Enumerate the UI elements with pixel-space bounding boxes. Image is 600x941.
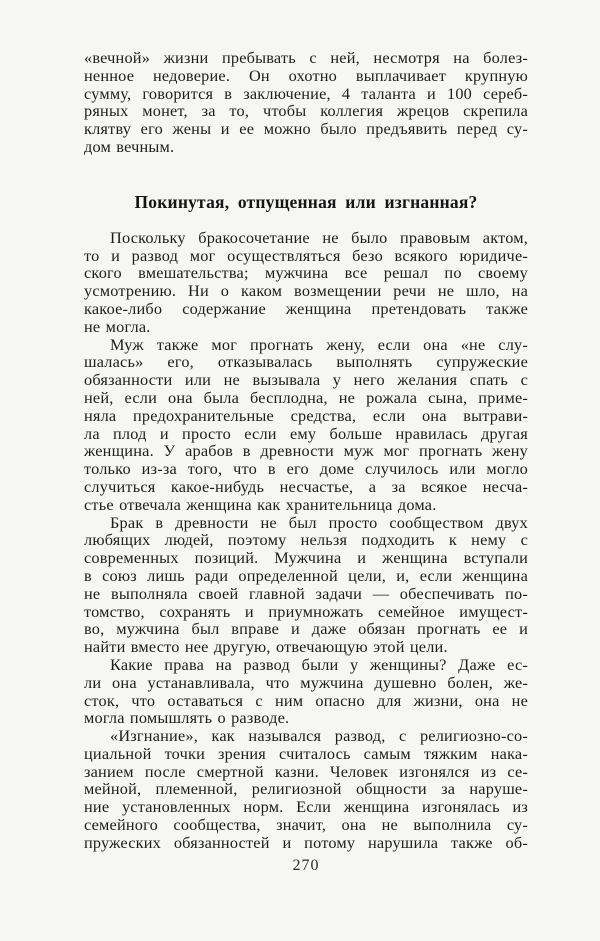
text-line: ненное недоверие. Он охотно выплачивает крупную	[84, 65, 528, 85]
text-line: ряных монет, за то, чтобы коллегия жрецов скрепила	[84, 101, 528, 121]
text-line: няла предохранительные средства, если она вытрави-	[84, 405, 528, 425]
text-line: не могла.	[84, 316, 151, 336]
page-number: 270	[292, 857, 320, 874]
text-line: то и развод мог осуществляться безо всякого юридиче-	[84, 245, 528, 265]
text-line: найти вместо нее другую, отвечающую этой цели.	[84, 637, 448, 657]
text-line: какое-либо содержание женщина претендовать также	[84, 298, 528, 318]
paragraph	[84, 229, 528, 336]
text-line: дом вечным.	[84, 136, 175, 156]
text-line: семейного сообщества, значит, она не выполнила су-	[84, 815, 528, 835]
text-line: сток, что оставаться с ним опасно для жизни, она не	[84, 690, 528, 710]
paragraph	[84, 49, 528, 156]
paragraph	[84, 514, 528, 656]
text-line: сумму, говорится в заключение, 4 таланта и 100 сереб-	[84, 83, 528, 103]
text-line: Поскольку бракосочетание не было правовым актом,	[110, 227, 528, 247]
text-line: ла плод и просто если ему больше нравилась другая	[84, 423, 528, 443]
text-line: «Изгнание», как назывался развод, с религиозно-со-	[110, 726, 528, 746]
page-content	[84, 49, 528, 852]
text-line: шалась» его, отказывалась выполнять супружеские	[84, 352, 528, 372]
text-line: могла помышлять о разводе.	[84, 708, 290, 728]
text-line: только из-за того, что в его доме случилось или могло	[84, 459, 528, 479]
text-line: обязанности или не вызывала у него желания спать с	[84, 370, 528, 390]
text-line: занием после смертной казни. Человек изгонялся из се-	[84, 761, 528, 781]
paragraph	[84, 336, 528, 514]
text-line: любящих людей, поэтому нельзя подходить к нему с	[84, 530, 528, 550]
text-line: клятву его жены и ее можно было предъявить перед су-	[84, 119, 528, 139]
text-line: ние установленных норм. Если женщина изгонялась из	[84, 797, 528, 817]
text-line: Какие права на развод были у женщины? Даже ес-	[110, 654, 528, 674]
text-line: современных позиций. Мужчина и женщина вступали	[84, 548, 528, 568]
text-line: во, мужчина был вправе и даже обязан прогнать ее и	[84, 619, 528, 639]
text-line: «вечной» жизни пребывать с ней, несмотря на болез-	[84, 48, 528, 67]
text-line: женщина. У арабов в древности муж мог прогнать жену	[84, 441, 528, 461]
text-line: не выполняла своей главной задачи — обеспечивать по-	[84, 583, 528, 603]
text-line: ней, если она была бесплодна, не рожала сына, приме-	[84, 387, 528, 407]
text-line: томство, сохранять и приумножать семейное имущест-	[84, 601, 528, 621]
text-line: в союз лишь ради определенной цели, и, если женщина	[84, 565, 528, 585]
text-line: усмотрению. Ни о каком возмещении речи не шло, на	[84, 281, 528, 301]
text-line: пружеских обязанностей и потому нарушила также об-	[84, 832, 528, 852]
text-line: стье отвечала женщина как хранительница дома.	[84, 494, 437, 514]
text-line: Муж также мог прогнать жену, если она «не слу-	[110, 334, 528, 354]
text-line: случиться какое-нибудь несчастье, а за всякое несча-	[84, 476, 528, 496]
paragraph	[84, 656, 528, 727]
text-line: Брак в древности не был просто сообществом двух	[110, 512, 528, 532]
text-line: ли она устанавливала, что мужчина душевно болен, же-	[84, 672, 528, 692]
text-line: циальной точки зрения считалось самым тяжким нака-	[84, 743, 528, 763]
text-line: ского вмешательства; мужчина все решал по своему	[84, 263, 528, 283]
text-line: мейной, племенной, религиозной общности за наруше-	[84, 779, 528, 799]
section-heading: Покинутая, отпущенная или изгнанная?	[134, 191, 478, 212]
paragraph	[84, 727, 528, 852]
